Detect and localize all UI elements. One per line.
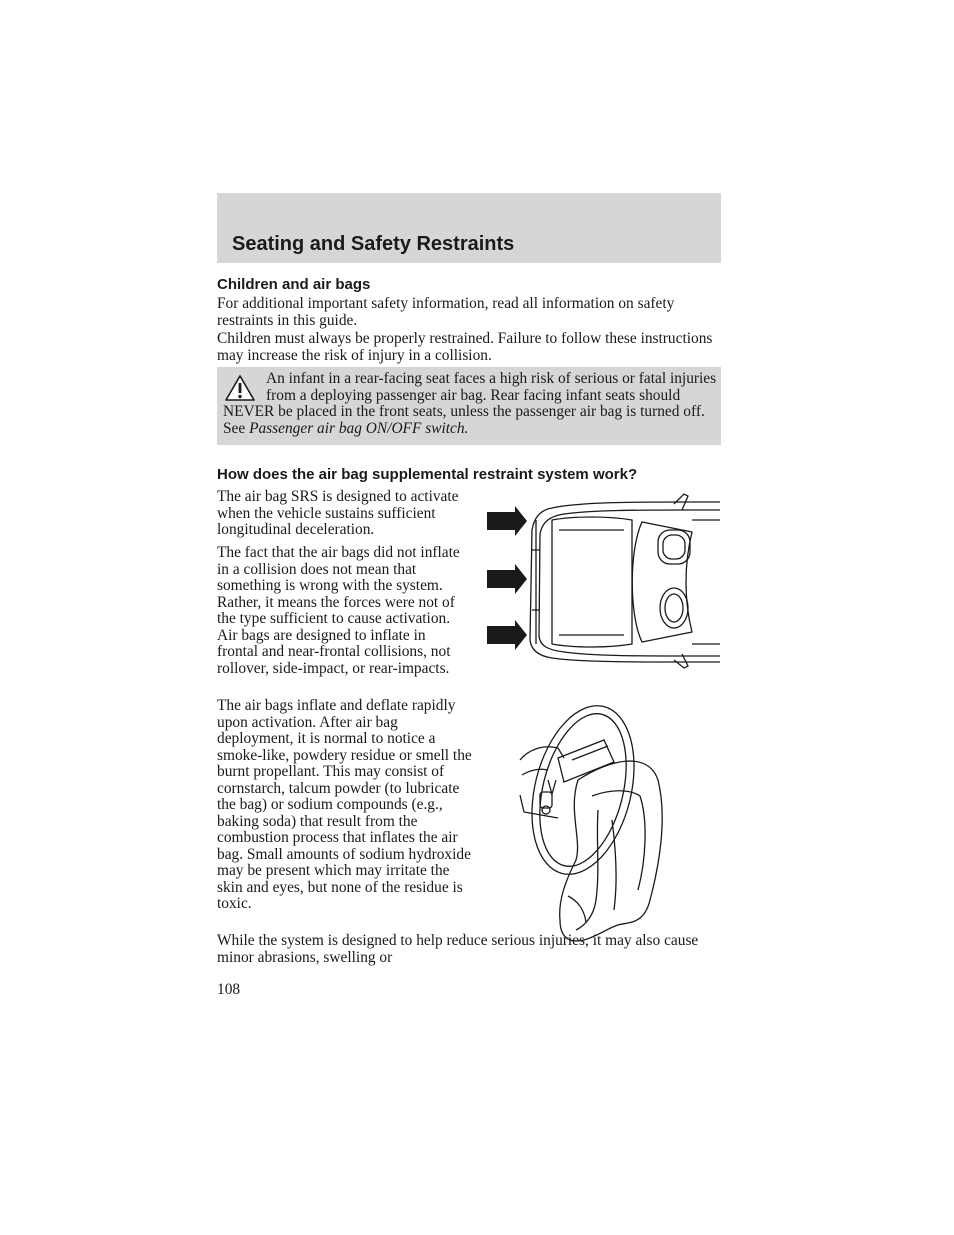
paragraph-airbags-not-inflate: The fact that the air bags did not inflate in a collision does not mean that something is wrong with the system. Rather, it means the forces were not of the type sufficient to cause activation. Air bags are designed to inflate in frontal and near-frontal collisions, not rollover, side-impact, or rear-impacts. <box>217 544 460 677</box>
paragraph-children-restrained: Children must always be properly restrained. Failure to follow these instructions may increase the risk of injury in a collision. <box>217 330 713 364</box>
frontal-impact-car-illustration <box>484 490 720 670</box>
deployed-steering-wheel-airbag-illustration <box>518 700 668 945</box>
paragraph-minor-injuries: While the system is designed to help reduce serious injuries, it may also cause minor abrasions, swelling or <box>217 932 699 966</box>
warning-text <box>223 371 717 437</box>
paragraph-safety-info: For additional important safety information, read all information on safety restraints in this guide. <box>217 295 675 329</box>
section-title: Seating and Safety Restraints <box>232 233 515 255</box>
warning-box <box>217 367 721 445</box>
paragraph-airbag-residue: The air bags inflate and deflate rapidly upon activation. After air bag deployment, it is normal to notice a smoke-like, powdery residue or smell the burnt propellant. This may consist of cornstarch, talcum powder (to lubricate the bag) or sodium compounds (e.g., baking soda) that result from the combustion process that inflates the air bag. Small amounts of sodium hydroxide may be present which may irritate the skin and eyes, but none of the residue is toxic. <box>217 697 472 912</box>
srs-heading: How does the air bag supplemental restraint system work? <box>217 466 638 483</box>
impact-arrow-icon <box>487 564 527 594</box>
impact-arrow-icon <box>487 506 527 536</box>
warning-reference: Passenger air bag ON/OFF switch. <box>249 419 469 437</box>
paragraph-srs-activation: The air bag SRS is designed to activate when the vehicle sustains sufficient longitudinal deceleration. <box>217 488 459 538</box>
page-number: 108 <box>217 981 241 998</box>
impact-arrow-icon <box>487 620 527 650</box>
section-header-band <box>217 193 721 263</box>
warning-body: An infant in a rear-facing seat faces a high risk of serious or fatal injuries from a deploying passenger air bag. Rear facing infant seats should NEVER be placed in the front seats, unless the passenger air bag is turned off. See <box>223 370 717 437</box>
children-airbags-heading: Children and air bags <box>217 276 371 293</box>
